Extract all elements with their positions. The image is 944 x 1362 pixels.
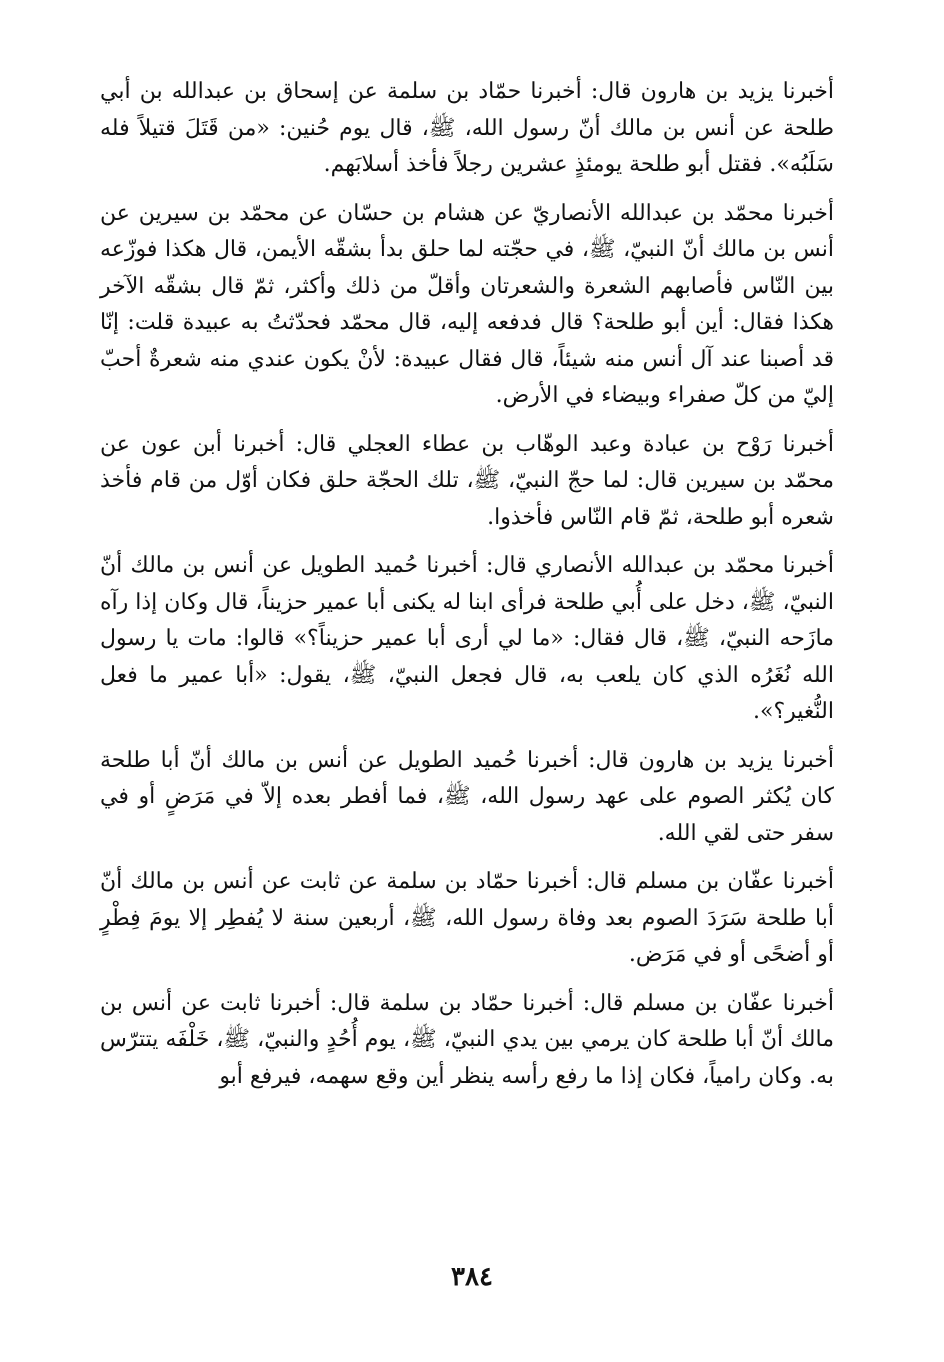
paragraph-7: أخبرنا عفّان بن مسلم قال: أخبرنا حمّاد بن سلمة قال: أخبرنا ثابت عن أنس بن مالك أنّ أبا طلحة كان يرمي بين يدي النبيّ، ﷺ، يوم أُحُدٍ والنبيّ، ﷺ، خَلْفَه يتترّس به. وكان رامياً، فكان إذا ما رفع رأسه ينظر أين وقع سهمه، فيرفع أبو xyxy=(100,990,834,1089)
page-body xyxy=(100,74,834,1107)
paragraph-6: أخبرنا عفّان بن مسلم قال: أخبرنا حمّاد بن سلمة عن ثابت عن أنس بن مالك أنّ أبا طلحة سَرَدَ الصوم بعد وفاة رسول الله، ﷺ، أربعين سنة لا يُفطِر إلا يومَ فِطْرٍ أو أضحًى أو في مَرَض. xyxy=(100,869,834,967)
paragraph-3: أخبرنا رَوْح بن عبادة وعبد الوهّاب بن عطاء العجلي قال: أخبرنا أبن عون عن محمّد بن سيرين قال: لما حجّ النبيّ، ﷺ، تلك الحجّة حلق فكان أوّل من قام فأخذ شعره أبو طلحة، ثمّ قام النّاس فأخذوا. xyxy=(100,431,835,530)
paragraph-4: أخبرنا محمّد بن عبدالله الأنصاري قال: أخبرنا حُميد الطويل عن أنس بن مالك أنّ النبيّ، ﷺ، دخل على أُبي طلحة فرأى ابنا له يكنى أبا عمير حزيناً، قال وكان إذا رآه مازَحه النبيّ، ﷺ، قال فقال: «ما لي أرى أبا عمير حزيناً؟» قالوا: مات يا رسول الله نُغَرُه الذي كان يلعب به، قال فجعل النبيّ، ﷺ، يقول: «أبا عمير ما فعل النُّغير؟». xyxy=(100,553,834,724)
paragraph-1: أخبرنا يزيد بن هارون قال: أخبرنا حمّاد بن سلمة عن إسحاق بن عبدالله بن أبي طلحة عن أنس بن مالك أنّ رسول الله، ﷺ، قال يوم حُنين: «من قَتَلَ قتيلاً فله سَلَبُه». فقتل أبو طلحة يومئذٍ عشرين رجلاً فأخذ أسلابَهم. xyxy=(100,79,834,177)
page-number: ٣٨٤ xyxy=(451,1262,493,1292)
paragraph-5: أخبرنا يزيد بن هارون قال: أخبرنا حُميد الطويل عن أنس بن مالك أنّ أبا طلحة كان يُكثر الصوم على عهد رسول الله، ﷺ، فما أفطر بعده إلاّ في مَرَضٍ أو في سفر حتى لقي الله. xyxy=(100,747,834,846)
paragraph-2: أخبرنا محمّد بن عبدالله الأنصاريّ عن هشام بن حسّان عن محمّد بن سيرين عن أنس بن مالك أنّ النبيّ، ﷺ، في حجّته لما حلق بدأ بشقّه الأيمن، قال هكذا فوزّعه بين النّاس فأصابهم الشعرة والشعرتان وأقلّ من ذلك وأكثر، ثمّ قال بشقّه الآخر هكذا فقال: أين أبو طلحة؟ قال فدفعه إليه، قال محمّد فحدّثتُ به عبيدة قلت: إنّا قد أصبنا عند آل أنس منه شيئاً، قال فقال عبيدة: لأنْ يكون عندي منه شعرةٌ أحبّ إليّ من كلّ صفراء وبيضاء في الأرض. xyxy=(100,200,834,408)
